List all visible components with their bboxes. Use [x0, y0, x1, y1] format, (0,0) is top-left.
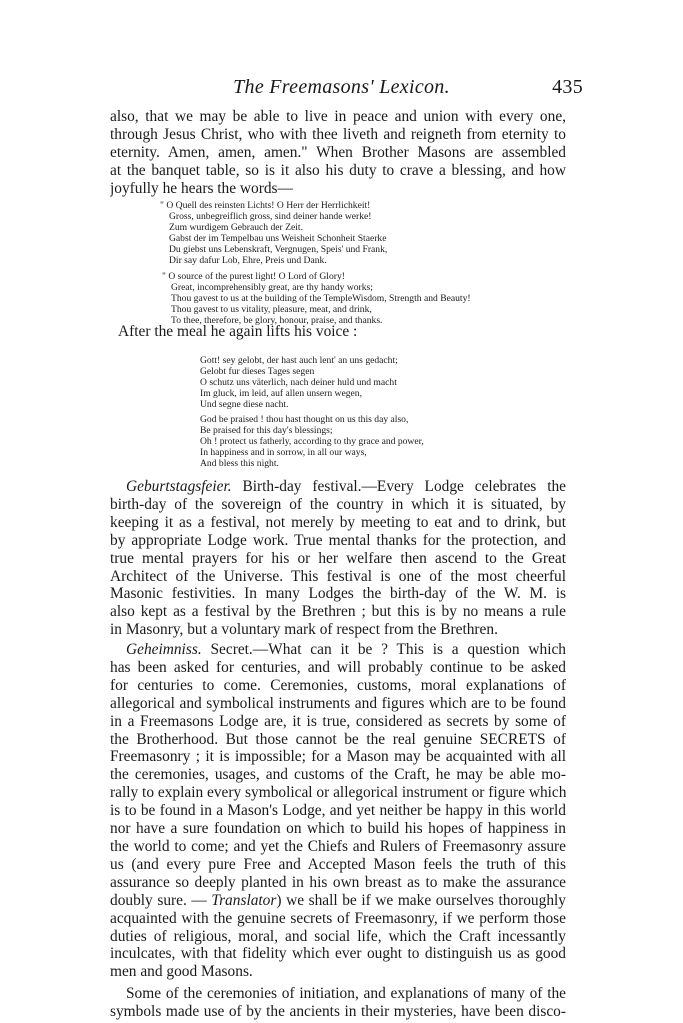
entry-term: Geheimniss. — [126, 641, 202, 658]
verse-line: " O Quell des reinsten Lichts! O Herr der Herrlichkeit! — [160, 200, 371, 211]
verse-line: Thou gavest to us vitality, pleasure, meat, and drink, — [171, 304, 372, 315]
text-line: acquainted with the genuine secrets of Freemasonry, if we perform those — [110, 909, 566, 927]
text-line: the ceremonies, usages, and customs of the Craft, he may be able mo- — [110, 766, 566, 784]
text-line: also, that we may be able to live in peace and union with every one, — [110, 108, 566, 125]
verse-line: O schutz uns väterlich, nach deiner huld und macht — [200, 377, 397, 388]
text-line: in a Freemasons Lodge are, it is true, considered as secrets by some of — [110, 712, 566, 730]
text-line: inculcates, with that fidelity which ever ought to distinguish us as good — [110, 945, 566, 963]
text-line: Masonic festivities. In many Lodges the birth-day of the W. M. is — [110, 585, 566, 603]
text-line — [110, 478, 566, 496]
text-line: Some of the ceremonies of initiation, and explanations of many of the — [126, 985, 566, 1002]
verse-line: God be praised ! thou hast thought on us this day also, — [200, 414, 409, 425]
verse-line: Du giebst uns Lebenskraft, Vergnugen, Speis' und Frank, — [169, 244, 388, 255]
text-line: also kept as a festival by the Brethren ; but this is by no means a rule — [110, 603, 566, 621]
text-line — [110, 892, 566, 910]
verse-german-grace — [160, 200, 387, 266]
verse-line: Great, incomprehensibly great, are thy handy works; — [171, 282, 373, 293]
text-line: duties of religious, moral, and social life, which the Craft incessantly — [110, 927, 566, 945]
verse-line: Oh ! protect us fatherly, according to thy grace and power, — [200, 436, 424, 447]
text-line — [110, 641, 566, 659]
text-line: us (and every pure Free and Accepted Mason feels the truth of this — [110, 855, 566, 873]
paragraph-prayer-ending — [110, 108, 566, 198]
text-line: Architect of the Universe. This festival is one of the most cheerful — [110, 567, 566, 585]
text-line: by appropriate Lodge work. True mental thanks for the protection, and — [110, 531, 566, 549]
paragraph-ceremonies-lines — [110, 985, 566, 1021]
verse-line: Zum wurdigem Gebrauch der Zeit. — [169, 222, 303, 233]
verse-line: Und segne diese nacht. — [200, 399, 289, 410]
text-line: keeping it as a festival, not merely by meeting to eat and to drink, but — [110, 513, 566, 531]
entry-geburtstagsfeier — [110, 478, 566, 639]
text-line: birth-day of the sovereign of the country in which it is situated, by — [110, 495, 566, 513]
text-line: the Brotherhood. But those cannot be the real genuine SECRETS of — [110, 730, 566, 748]
verse-line: And bless this night. — [200, 458, 279, 469]
after-meal-line: After the meal he again lifts his voice : — [118, 323, 358, 340]
entry-text: Secret.—What can it be ? This is a question which — [201, 641, 566, 658]
text-line: men and good Masons. — [110, 963, 253, 981]
page-number: 435 — [552, 76, 583, 98]
entry-term: Geburtstagsfeier. — [126, 478, 232, 495]
verse-line: Gelobt fur dieses Tages segen — [200, 366, 315, 377]
text-line: assurance so deeply planted in his own breast as to make the assurance — [110, 873, 566, 891]
text-line: rally to explain every symbolical or allegorical instrument or figure which — [110, 784, 566, 802]
text-segment: ) we shall be if we make ourselves thoroughly — [276, 891, 566, 909]
verse-line: Gott! sey gelobt, der hast auch lent' an uns gedacht; — [200, 355, 398, 366]
verse-line: Dir say dafur Lob, Ehre, Preis und Dank. — [169, 255, 327, 266]
verse-german-thanks — [200, 355, 398, 410]
entry-geheimniss — [110, 641, 566, 981]
verse-line: " O source of the purest light! O Lord of Glory! — [162, 271, 345, 282]
verse-line: Gabst der im Tempelbau uns Weisheit Schonheit Staerke — [169, 233, 387, 244]
text-line: in Masonry, but a voluntary mark of respect from the Brethren. — [110, 621, 498, 639]
text-line: nor have a sure foundation on which to build his hopes of happiness in — [110, 820, 566, 838]
text-line: the world to come; and yet the Chiefs and Rulers of Freemasonry assure — [110, 837, 566, 855]
verse-english-grace — [162, 271, 471, 326]
verse-line: In happiness and in sorrow, in all our ways, — [200, 447, 367, 458]
running-title: The Freemasons' Lexicon. — [233, 76, 450, 98]
text-line: joyfully he hears the words— — [110, 179, 293, 197]
text-line: true mental prayers for his or her welfare then ascend to the Great — [110, 549, 566, 567]
verse-english-thanks — [200, 414, 424, 469]
text-line: allegorical and symbolical instruments and figures which are to be found — [110, 694, 566, 712]
text-line: for centuries to come. Ceremonies, customs, moral explanations of — [110, 676, 566, 694]
entry-text: Birth-day festival.—Every Lodge celebrates the — [231, 478, 566, 495]
text-segment: doubly sure. — — [110, 891, 212, 909]
verse-line: Gross, unbegreiflich gross, sind deiner hande werke! — [169, 211, 372, 222]
verse-line: Thou gavest to us at the building of the TempleWisdom, Strength and Beauty! — [171, 293, 471, 304]
text-line: Freemasonry ; it is impossible; for a Mason may be acquainted with all — [110, 748, 566, 766]
text-line: is to be found in a Mason's Lodge, and yet neither be happy in this world — [110, 802, 566, 820]
verse-line: To thee, therefore, be glory, honour, praise, and thanks. — [171, 315, 383, 326]
text-line: has been asked for centuries, and will probably continue to be asked — [110, 658, 566, 676]
verse-line: Be praised for this day's blessings; — [200, 425, 333, 436]
running-header — [100, 76, 583, 100]
text-line: symbols made use of by the ancients in their mysteries, have been disco- — [110, 1002, 566, 1020]
verse-line: Im gluck, im leid, auf allen unsern wegen, — [200, 388, 362, 399]
text-line: at the banquet table, so is it also his duty to crave a blessing, and how — [110, 161, 566, 179]
translator-note: Translator — [211, 891, 277, 909]
text-line: eternity. Amen, amen, amen." When Brother Masons are assembled — [110, 143, 566, 161]
text-line: through Jesus Christ, who with thee liveth and reigneth from eternity to — [110, 125, 566, 143]
